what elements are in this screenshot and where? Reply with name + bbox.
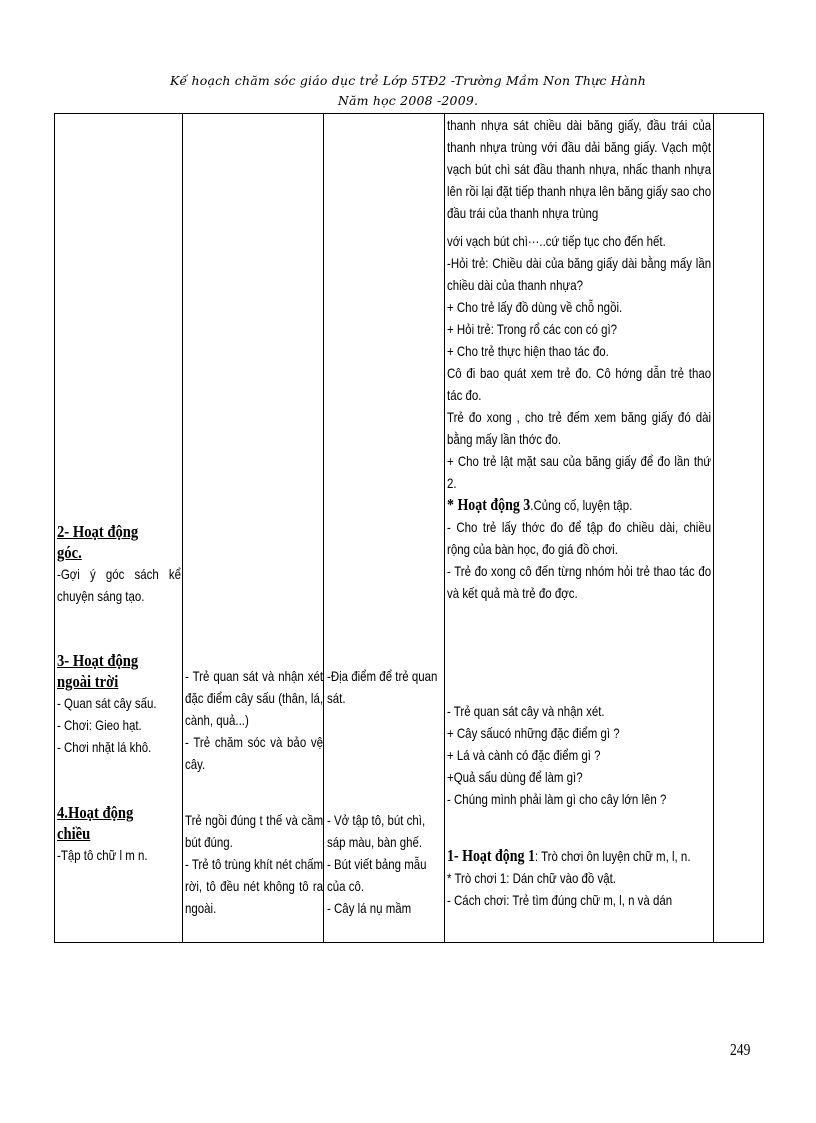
activity-corner-section — [57, 521, 181, 607]
activity-1-heading — [447, 845, 711, 867]
page-header-year: Năm học 2008 -2009. — [337, 93, 479, 108]
list-item: - Chơi: Gieo hạt. — [57, 717, 142, 733]
procedure-text: * Trò chơi 1: Dán chữ vào đồ vật. — [447, 870, 617, 886]
procedure-text: Trẻ đo xong , cho trẻ đếm xem băng giấy đó dài bằng mấy lần thớc đo. — [447, 409, 712, 447]
section-body: -Tập tô chữ l m n. — [57, 847, 148, 863]
lesson-plan-table — [54, 113, 764, 943]
list-item: - Chơi nhặt lá khô. — [57, 739, 152, 755]
objective-text: - Trẻ tô trùng khít nét chấm rời, tô đều nét không tô ra ngoài. — [185, 856, 324, 916]
section-title: 3- Hoạt động — [57, 651, 139, 670]
materials-outdoor — [327, 665, 445, 709]
section-title: 4.Hoạt động — [57, 803, 134, 822]
objectives-outdoor — [185, 665, 323, 775]
section-body: -Gợi ý góc sách kể chuyện sáng tạo. — [57, 566, 182, 604]
objective-text: - Trẻ chăm sóc và bảo vệ cây. — [185, 734, 324, 772]
procedure-text: - Trẻ quan sát cây và nhận xét. — [447, 703, 605, 719]
activity-heading-bold: * Hoạt động 3 — [447, 495, 531, 514]
procedure-afternoon — [447, 845, 711, 911]
activity-heading-bold: 1- Hoạt động 1 — [447, 846, 535, 865]
procedure-text: + Lá và cành có đặc điểm gì ? — [447, 747, 601, 763]
procedure-text: - Trẻ đo xong cô đến từng nhóm hỏi trẻ thao tác đo và kết quả mà trẻ đo đợc. — [447, 563, 712, 601]
activity-3-heading — [447, 494, 711, 516]
procedure-text: - Chúng mình phải làm gì cho cây lớn lên ? — [447, 791, 667, 807]
section-title: ngoài trời — [57, 672, 119, 691]
procedure-text: + Cho trẻ thực hiện thao tác đo. — [447, 343, 609, 359]
procedure-text: thanh nhựa sát chiều dài băng giấy, đầu trái của thanh nhựa trùng với đầu dải băng giấy. Vạch một vạch bút chì sát đầu thanh nhựa, nhấc thanh nhựa lên rồi lại đặt tiếp thanh nhựa lên băng giấy sao cho đầu trái của thanh nhựa trùng — [447, 117, 712, 221]
material-text: - Cây lá nụ mầm — [327, 900, 412, 916]
procedure-text: + Cho trẻ lật mặt sau của băng giấy để đo lần thứ 2. — [447, 453, 712, 491]
procedure-text: - Cách chơi: Trẻ tìm đúng chữ m, l, n và dán — [447, 892, 673, 908]
section-title: chiều — [57, 824, 91, 843]
afternoon-activity-section — [57, 802, 181, 866]
page-number: 249 — [730, 1040, 751, 1059]
material-text: - Vở tập tô, bút chì, sáp màu, bàn ghế. — [327, 812, 426, 850]
page-header-title: Kế hoạch chăm sóc giáo dục trẻ Lớp 5TĐ2 -Trường Mầm Non Thực Hành — [169, 73, 647, 88]
activity-heading-rest: : Trò chơi ôn luyện chữ m, l, n. — [534, 848, 691, 864]
section-title: 2- Hoạt động — [57, 522, 139, 541]
material-text: -Địa điểm để trẻ quan sát. — [327, 668, 438, 706]
procedure-text: - Cho trẻ lấy thớc đo để tập đo chiều dài, chiều rộng của bàn học, đo giá đồ chơi. — [447, 519, 712, 557]
column-divider — [713, 114, 714, 942]
list-item: - Quan sát cây sấu. — [57, 695, 157, 711]
activity-heading-rest: .Củng cố, luyện tập. — [530, 497, 633, 513]
column-divider — [323, 114, 324, 942]
materials-afternoon — [327, 809, 445, 919]
procedure-text: Cô đi bao quát xem trẻ đo. Cô hớng dẫn trẻ thao tác đo. — [447, 365, 712, 403]
procedure-text: + Cho trẻ lấy đồ dùng về chỗ ngồi. — [447, 299, 623, 315]
section-title: góc. — [57, 543, 82, 562]
objective-text: Trẻ ngồi đúng t thế và cầm bút đúng. — [185, 812, 324, 850]
procedure-outdoor — [447, 700, 711, 810]
column-divider — [182, 114, 183, 942]
procedure-text: +Quả sấu dùng để làm gì? — [447, 769, 583, 785]
procedure-text: + Hỏi trẻ: Trong rổ các con có gì? — [447, 321, 618, 337]
procedure-text: + Cây sấucó những đặc điểm gì ? — [447, 725, 620, 741]
procedure-text: với vạch bút chì···..cứ tiếp tục cho đến hết. — [447, 233, 666, 249]
objective-text: - Trẻ quan sát và nhận xét đặc điểm cây sấu (thân, lá, cành, quả...) — [185, 668, 324, 728]
procedure-column — [447, 114, 711, 604]
procedure-text: -Hỏi trẻ: Chiều dài của băng giấy dài bằng mấy lần chiều dài của thanh nhựa? — [447, 255, 712, 293]
objectives-afternoon — [185, 809, 323, 919]
outdoor-activity-section — [57, 650, 181, 758]
material-text: - Bút viết bảng mẫu của cô. — [327, 856, 427, 894]
